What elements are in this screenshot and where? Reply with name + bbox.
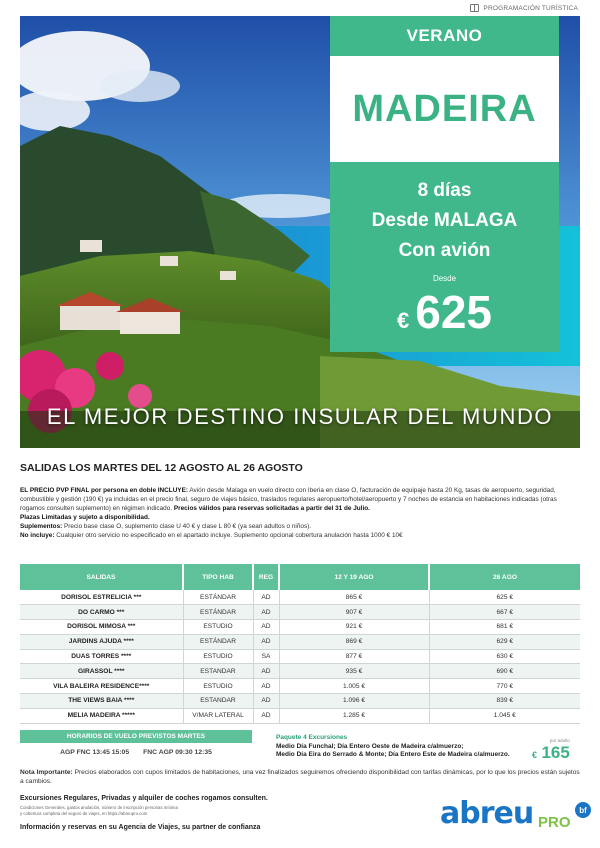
- season-label: VERANO: [406, 26, 483, 45]
- price-12-19: 1.096 €: [279, 694, 429, 709]
- origin-label: Desde MALAGA: [371, 210, 518, 231]
- abreu-logo: abreu: [440, 796, 534, 831]
- excursion-title: Paquete 4 Excursiones: [276, 734, 348, 741]
- room-type: V/MAR LATERAL: [183, 708, 253, 723]
- price-12-19: 921 €: [279, 620, 429, 635]
- fine-print: [20, 805, 178, 817]
- destination-title: MADEIRA: [352, 87, 537, 130]
- program-label-text: PROGRAMACIÓN TURÍSTICA: [483, 4, 578, 12]
- hotel-name: MELIA MADEIRA *****: [20, 708, 183, 723]
- important-note: [20, 768, 580, 786]
- program-label: [470, 4, 578, 12]
- board: AD: [253, 694, 279, 709]
- conditions-text: [20, 486, 580, 540]
- price-26: 629 €: [429, 634, 580, 649]
- board: AD: [253, 708, 279, 723]
- bf-badge-icon: bf: [575, 802, 591, 818]
- price-currency: €: [397, 308, 410, 333]
- hotel-name: VILA BALEIRA RESIDENCE****: [20, 679, 183, 694]
- table-row: [20, 590, 580, 605]
- pro-logo: PRO: [538, 814, 571, 831]
- board: AD: [253, 590, 279, 605]
- room-type: ESTÁNDAR: [183, 605, 253, 620]
- price-12-19: 869 €: [279, 634, 429, 649]
- room-type: ESTUDIO: [183, 679, 253, 694]
- table-row: [20, 694, 580, 709]
- board: AD: [253, 605, 279, 620]
- excursion-price: [532, 738, 570, 763]
- transport-label: Con avión: [398, 240, 491, 261]
- board: AD: [253, 620, 279, 635]
- price-12-19: 865 €: [279, 590, 429, 605]
- footer-text: Información y reservas en su Agencia de Viajes, su partner de confianza: [20, 824, 261, 831]
- table-header-row: [20, 564, 580, 590]
- slogan: EL MEJOR DESTINO INSULAR DEL MUNDO: [46, 404, 554, 429]
- not-included-text: Cualquier otro servicio no especificado en el apartado incluye. Suplemento opcional cobertura anulación hasta 1000 € 10€: [54, 532, 403, 539]
- col-26-ago: 26 AGO: [429, 564, 580, 590]
- includes-text: Avión desde Malaga en vuelo directo con Iberia en clase O, facturación de equipaje hasta 20 Kg, tasas de aeropuerto, seguridad, combustible y gestión (190 €) ya incluidas en el precio final, seguro de viajes básico, traslados regulares aeropuerto/hotel/aeropuerto y 7 noches de estancia en habitaciones indicadas (otras rogamos consulten suplemento) en régimen indicado.: [20, 487, 557, 512]
- col-12-19-ago: 12 Y 19 AGO: [279, 564, 429, 590]
- board: SA: [253, 649, 279, 664]
- destination-banner: [330, 56, 559, 162]
- room-type: ESTUDIO: [183, 649, 253, 664]
- price-12-19: 877 €: [279, 649, 429, 664]
- validity-text: Precios válidos para reservas solicitadas a partir del 31 de Julio.: [173, 505, 370, 512]
- room-type: ESTUDIO: [183, 620, 253, 635]
- includes-label: EL PRECIO PVP FINAL por persona en doble INCLUYE:: [20, 487, 188, 494]
- price-12-19: 935 €: [279, 664, 429, 679]
- excursion-price-prefix: por adulto: [549, 738, 570, 743]
- hotel-name: DUAS TORRES ****: [20, 649, 183, 664]
- limited-text: Plazas Limitadas y sujeto a disponibilidad.: [20, 514, 150, 521]
- price-26: 630 €: [429, 649, 580, 664]
- fine-print-line-1: Condiciones Generales, gastos anulación, número de inscripción personas mínima: [20, 805, 178, 810]
- offer-price: [330, 285, 559, 339]
- supplements-label: Suplementos:: [20, 523, 63, 530]
- price-26: 1.045 €: [429, 708, 580, 723]
- hotel-name: DORISOL ESTRELICIA ***: [20, 590, 183, 605]
- table-row: [20, 605, 580, 620]
- col-reg: REG: [253, 564, 279, 590]
- from-label: Desde: [432, 274, 457, 283]
- fine-print-line-2: y cobertura completa del seguro de viajes, en https://abreupro.com: [20, 811, 148, 816]
- room-type: ESTÁNDAR: [183, 590, 253, 605]
- not-included-label: No incluye:: [20, 532, 55, 539]
- excursion-amount: 165: [541, 743, 570, 762]
- supplements-text: Precio base clase O, suplemento clase U 40 € y clase L 80 € (ya sean adultos o niños).: [62, 523, 312, 530]
- price-amount: 625: [415, 286, 492, 338]
- price-26: 770 €: [429, 679, 580, 694]
- col-salidas: SALIDAS: [20, 564, 183, 590]
- price-12-19: 1.285 €: [279, 708, 429, 723]
- return-flight: FNC AGP 09:30 12:35: [143, 749, 212, 756]
- price-26: 839 €: [429, 694, 580, 709]
- table-row: [20, 634, 580, 649]
- price-26: 667 €: [429, 605, 580, 620]
- room-type: ESTÁNDAR: [183, 634, 253, 649]
- table-row: [20, 679, 580, 694]
- hotel-name: DO CARMO ***: [20, 605, 183, 620]
- board: AD: [253, 679, 279, 694]
- board: AD: [253, 664, 279, 679]
- excursion-line-2: Medio Día Eira do Serrado & Monte; Día Entero Este de Madeira c/almuerzo.: [276, 751, 510, 758]
- excursion-currency: €: [532, 750, 538, 760]
- price-26: 690 €: [429, 664, 580, 679]
- hotel-name: DORISOL MIMOSA ***: [20, 620, 183, 635]
- col-tipo-hab: TIPO HAB: [183, 564, 253, 590]
- hotel-name: THE VIEWS BAIA ****: [20, 694, 183, 709]
- price-26: 681 €: [429, 620, 580, 635]
- departures-title: SALIDAS LOS MARTES DEL 12 AGOSTO AL 26 AGOSTO: [20, 462, 303, 474]
- excursion-line-1: Medio Día Funchal; Día Entero Oeste de Madeira c/almuerzo;: [276, 742, 464, 750]
- price-12-19: 907 €: [279, 605, 429, 620]
- table-row: [20, 664, 580, 679]
- board: AD: [253, 634, 279, 649]
- flight-schedule-title: HORARIOS DE VUELO PREVISTOS MARTES: [20, 730, 252, 743]
- table-row: [20, 620, 580, 635]
- price-12-19: 1.005 €: [279, 679, 429, 694]
- book-icon: [470, 4, 479, 12]
- note-label: Nota Importante:: [20, 769, 73, 776]
- hotel-name: GIRASSOL ****: [20, 664, 183, 679]
- table-row: [20, 708, 580, 723]
- outbound-flight: AGP FNC 13:45 15:05: [60, 749, 130, 756]
- flight-schedule: [20, 730, 252, 756]
- note-text: Precios elaborados con cupos limitados de habitaciones, una vez finalizados seguiremos ofreciendo disponibilidad con tarifas dinámicas, por lo que los precios están sujetos a cambios.: [20, 769, 580, 785]
- regular-excursions-note: Excursiones Regulares, Privadas y alquiler de coches rogamos consulten.: [20, 795, 268, 802]
- duration-label: 8 días: [417, 180, 472, 201]
- table-row: [20, 649, 580, 664]
- room-type: ESTANDAR: [183, 694, 253, 709]
- price-table: [20, 564, 580, 724]
- room-type: ESTANDAR: [183, 664, 253, 679]
- excursion-package: [276, 734, 510, 760]
- hotel-name: JARDINS AJUDA ****: [20, 634, 183, 649]
- price-26: 625 €: [429, 590, 580, 605]
- season-banner: [330, 16, 559, 56]
- offer-panel: [330, 162, 559, 352]
